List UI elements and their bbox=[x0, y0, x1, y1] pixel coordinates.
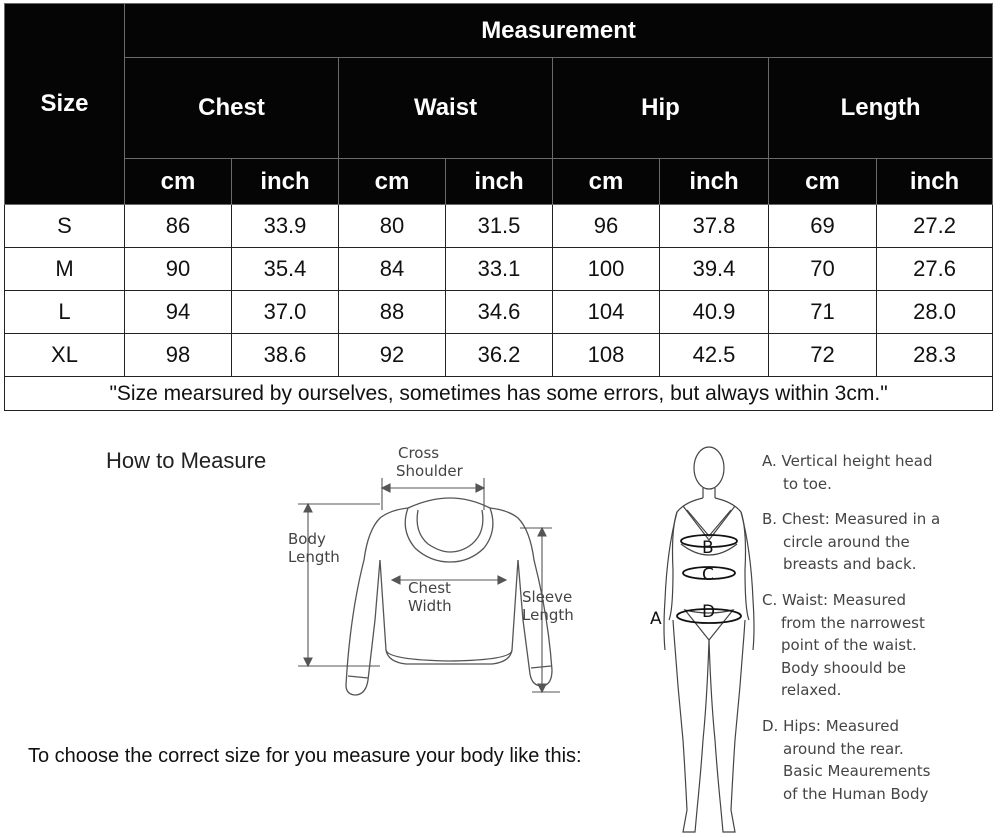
value-cell: 33.9 bbox=[232, 205, 339, 248]
size-cell: M bbox=[5, 248, 125, 291]
value-cell: 90 bbox=[125, 248, 232, 291]
value-cell: 36.2 bbox=[446, 334, 553, 377]
unit-header: cm bbox=[553, 159, 660, 205]
table-row bbox=[5, 334, 993, 377]
value-cell: 84 bbox=[339, 248, 446, 291]
hip-header: Hip bbox=[553, 58, 769, 159]
sweater-labels bbox=[288, 444, 574, 624]
table-row bbox=[5, 291, 993, 334]
legend-caption: of the Human Body bbox=[783, 784, 929, 803]
legend-line: around the rear. bbox=[783, 739, 904, 758]
size-cell: S bbox=[5, 205, 125, 248]
sleeve-length-label: Sleeve bbox=[522, 588, 573, 606]
value-cell: 100 bbox=[553, 248, 660, 291]
label-b: B bbox=[702, 538, 714, 558]
how-to-measure-title: How to Measure bbox=[106, 448, 267, 473]
legend-line: circle around the bbox=[783, 532, 910, 551]
measurement-legend bbox=[762, 450, 994, 805]
value-cell: 28.0 bbox=[877, 291, 993, 334]
value-cell: 38.6 bbox=[232, 334, 339, 377]
legend-line: A. Vertical height head bbox=[762, 452, 933, 470]
cross-shoulder-label: Shoulder bbox=[396, 462, 463, 480]
note-row bbox=[5, 377, 993, 411]
label-a: A bbox=[650, 609, 662, 629]
legend-line: to toe. bbox=[783, 474, 832, 493]
value-cell: 35.4 bbox=[232, 248, 339, 291]
cross-shoulder-label: Cross bbox=[398, 444, 440, 462]
value-cell: 92 bbox=[339, 334, 446, 377]
legend-item-a bbox=[762, 450, 994, 495]
legend-line: B. Chest: Measured in a bbox=[762, 510, 941, 529]
chest-header: Chest bbox=[125, 58, 339, 159]
size-header: Size bbox=[5, 4, 125, 205]
value-cell: 70 bbox=[769, 248, 877, 291]
sweater-measure-diagram bbox=[280, 440, 590, 710]
value-cell: 37.8 bbox=[660, 205, 769, 248]
value-cell: 96 bbox=[553, 205, 660, 248]
value-cell: 69 bbox=[769, 205, 877, 248]
legend-item-d bbox=[762, 715, 994, 805]
body-length-label: Body bbox=[288, 530, 326, 548]
unit-header: inch bbox=[877, 159, 993, 205]
legend-line: D. Hips: Measured bbox=[762, 716, 899, 735]
unit-header: cm bbox=[125, 159, 232, 205]
unit-header: cm bbox=[769, 159, 877, 205]
size-cell: L bbox=[5, 291, 125, 334]
value-cell: 98 bbox=[125, 334, 232, 377]
legend-item-c bbox=[762, 589, 994, 702]
legend-line: relaxed. bbox=[781, 681, 842, 700]
legend-item-b bbox=[762, 508, 994, 576]
legend-line: Body shoould be bbox=[781, 658, 907, 677]
measurement-header: Measurement bbox=[125, 4, 993, 58]
value-cell: 88 bbox=[339, 291, 446, 334]
body-labels bbox=[650, 538, 715, 629]
value-cell: 104 bbox=[553, 291, 660, 334]
legend-caption: Basic Meaurements bbox=[783, 762, 931, 781]
legend-line: from the narrowest bbox=[781, 613, 925, 632]
choose-size-instruction: To choose the correct size for you measure your body like this: bbox=[28, 745, 582, 767]
value-cell: 71 bbox=[769, 291, 877, 334]
value-cell: 86 bbox=[125, 205, 232, 248]
label-d: D bbox=[702, 602, 716, 622]
legend-line: C. Waist: Measured bbox=[762, 590, 907, 609]
value-cell: 42.5 bbox=[660, 334, 769, 377]
value-cell: 39.4 bbox=[660, 248, 769, 291]
body-length-label: Length bbox=[288, 548, 340, 566]
body-outline bbox=[664, 447, 754, 832]
value-cell: 94 bbox=[125, 291, 232, 334]
value-cell: 27.6 bbox=[877, 248, 993, 291]
value-cell: 33.1 bbox=[446, 248, 553, 291]
chest-width-label: Chest bbox=[408, 579, 451, 597]
value-cell: 28.3 bbox=[877, 334, 993, 377]
value-cell: 80 bbox=[339, 205, 446, 248]
size-note: "Size mearsured by ourselves, sometimes has some errors, but always within 3cm." bbox=[5, 377, 993, 411]
body-measure-diagram bbox=[645, 440, 760, 838]
unit-header: inch bbox=[446, 159, 553, 205]
legend-line: breasts and back. bbox=[783, 555, 917, 574]
value-cell: 31.5 bbox=[446, 205, 553, 248]
value-cell: 72 bbox=[769, 334, 877, 377]
waist-header: Waist bbox=[339, 58, 553, 159]
unit-header: cm bbox=[339, 159, 446, 205]
size-cell: XL bbox=[5, 334, 125, 377]
label-c: C bbox=[702, 565, 714, 585]
value-cell: 40.9 bbox=[660, 291, 769, 334]
unit-header: inch bbox=[232, 159, 339, 205]
length-header: Length bbox=[769, 58, 993, 159]
legend-line: point of the waist. bbox=[781, 636, 917, 655]
value-cell: 108 bbox=[553, 334, 660, 377]
size-chart-table bbox=[4, 3, 993, 411]
unit-header: inch bbox=[660, 159, 769, 205]
sleeve-length-label: Length bbox=[522, 606, 574, 624]
value-cell: 27.2 bbox=[877, 205, 993, 248]
value-cell: 37.0 bbox=[232, 291, 339, 334]
table-row bbox=[5, 205, 993, 248]
table-row bbox=[5, 248, 993, 291]
value-cell: 34.6 bbox=[446, 291, 553, 334]
chest-width-label: Width bbox=[408, 597, 452, 615]
